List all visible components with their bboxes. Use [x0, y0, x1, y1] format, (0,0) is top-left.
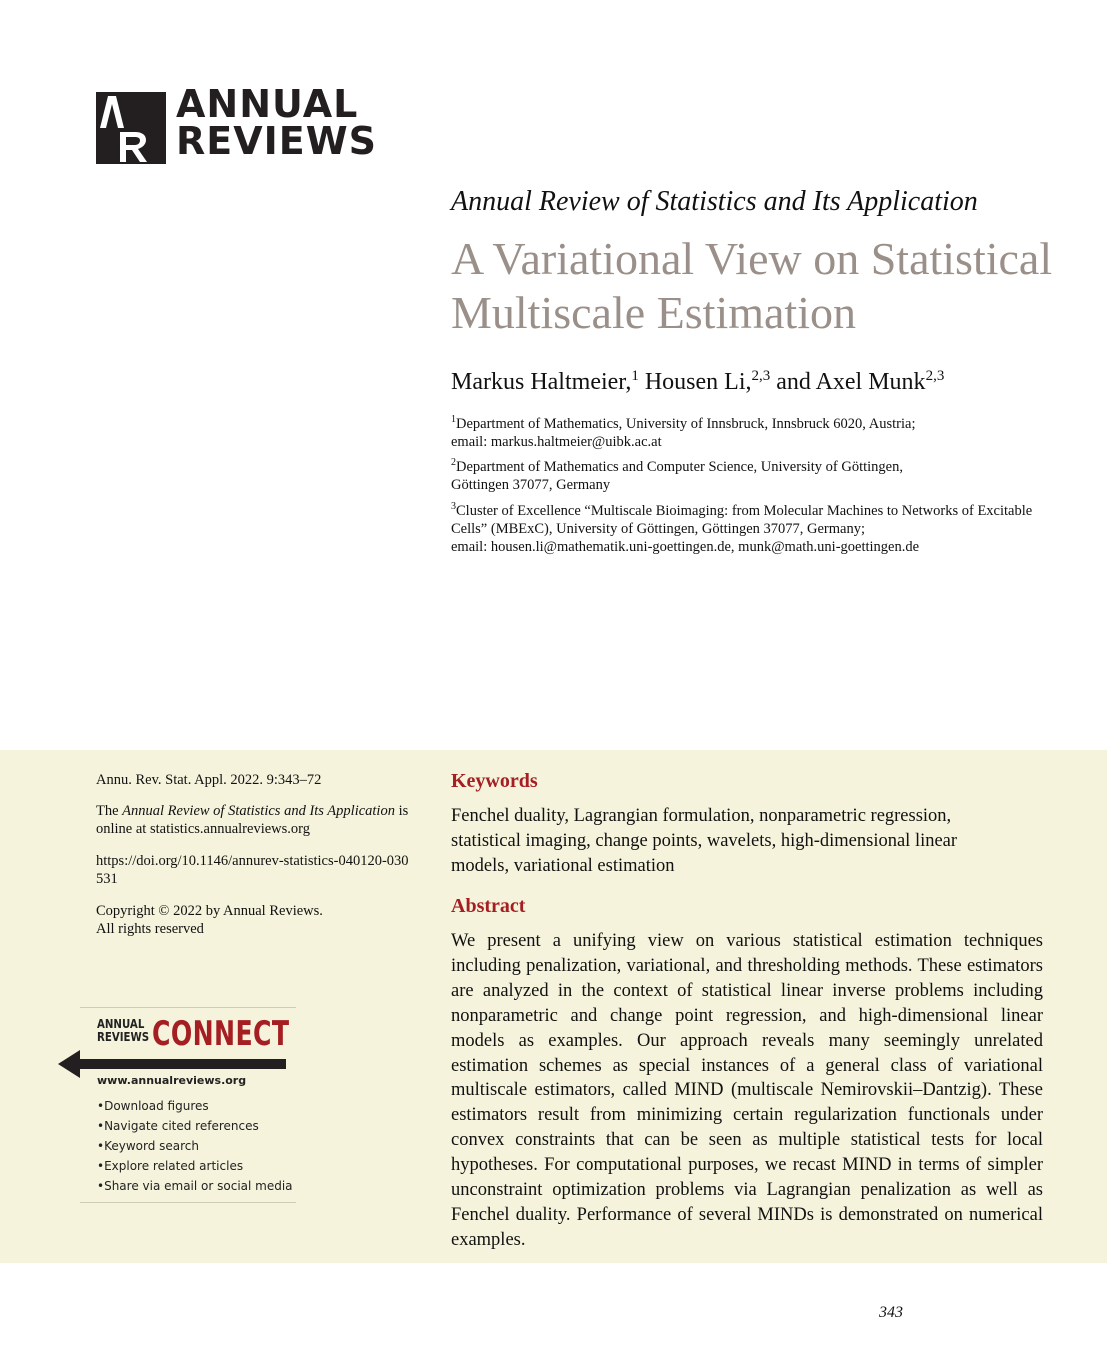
online-availability — [96, 802, 411, 838]
online-suffix: is online at statistics.annualreviews.org — [96, 803, 409, 837]
copyright — [96, 902, 426, 938]
doi-link[interactable]: https://doi.org/10.1146/annurev-statistics-040120-030531 — [96, 853, 409, 887]
list-item: • Download figures — [97, 1096, 293, 1116]
journal-name: Annual Review of Statistics and Its Application — [451, 186, 978, 217]
affil-email: email: housen.li@mathematik.uni-goettingen.de, munk@math.uni-goettingen.de — [451, 538, 920, 555]
logo-line-annual: ANNUAL — [176, 82, 359, 126]
connect-feature-list — [97, 1096, 293, 1196]
list-item: • Share via email or social media — [97, 1176, 293, 1196]
annual-reviews-connect — [80, 1007, 296, 1203]
affil-text: Department of Mathematics and Computer Science, University of Göttingen, — [456, 458, 903, 475]
connect-wordmark: CONNECT — [152, 1014, 290, 1054]
copyright-line: Copyright © 2022 by Annual Reviews. — [96, 903, 323, 919]
affil-email: email: markus.haltmeier@uibk.ac.at — [451, 433, 662, 450]
rights-line: All rights reserved — [96, 921, 204, 937]
page-number: 343 — [879, 1304, 903, 1321]
author-affil-mark: 2,3 — [751, 368, 771, 384]
keywords-heading: Keywords — [451, 770, 538, 792]
list-item: • Keyword search — [97, 1136, 293, 1156]
connect-label-annual-reviews — [97, 1018, 149, 1044]
article-title: A Variational View on Statistical Multiscale Estimation — [451, 233, 1053, 338]
affil-number: 3 — [451, 501, 456, 512]
affil-text: Cluster of Excellence “Multiscale Bioimaging: from Molecular Machines to Networks of Excitable Cells” (MBExC), University of Göttingen, Göttingen 37077, Germany; — [451, 502, 1033, 537]
keywords-text: Fenchel duality, Lagrangian formulation, nonparametric regression, statistical imaging, change points, wavelets, high-dimensional linear models, variational estimation — [451, 806, 958, 876]
online-prefix: The — [96, 803, 119, 819]
online-journal-name: Annual Review of Statistics and Its Application — [122, 803, 395, 819]
abstract-text: We present a unifying view on various statistical estimation techniques including penalization, variational, and thresholding methods. These estimators are analyzed in the context of statistical linear inverse problems including nonparametric and change point regression, and high-dimensional linear models as examples. Our approach reveals many seemingly unrelated estimation schemes as special instances of a general class of variational multiscale estimators, called MIND (multiscale Nemirovskii–Dantzig). These estimators result from minimizing certain regularization functionals under convex constraints that can be seen as multiple statistical tests for local hypotheses. For computational purposes, we recast MIND in terms of simpler unconstraint optimization problems via Lagrangian penalization as well as Fenchel duality. Performance of several MINDs is demonstrated on numerical examples. — [451, 931, 1043, 1250]
annual-reviews-logo — [96, 82, 378, 164]
author-affil-mark: 1 — [631, 368, 639, 384]
citation: Annu. Rev. Stat. Appl. 2022. 9:343–72 — [96, 772, 322, 788]
connect-annual: ANNUAL — [97, 1017, 145, 1031]
connect-reviews: REVIEWS — [97, 1030, 150, 1044]
author-affil-mark: 2,3 — [925, 368, 945, 384]
affil-text: Department of Mathematics, University of Innsbruck, Innsbruck 6020, Austria; — [456, 415, 916, 432]
list-item: • Navigate cited references — [97, 1116, 293, 1136]
list-item: • Explore related articles — [97, 1156, 293, 1176]
author-list — [451, 368, 944, 396]
affiliation-3 — [451, 498, 1041, 556]
affil-text-line2: Göttingen 37077, Germany — [451, 476, 611, 493]
affiliation-2 — [451, 454, 1041, 494]
author-name: Markus Haltmeier, — [451, 369, 632, 395]
author-name: Housen Li, — [644, 369, 752, 395]
affiliation-1 — [451, 411, 1041, 451]
ar-logo-icon — [96, 92, 166, 164]
logo-wordmark — [176, 82, 378, 163]
abstract-heading: Abstract — [451, 895, 526, 917]
connect-url[interactable]: www.annualreviews.org — [97, 1074, 247, 1087]
author-name: and Axel Munk — [776, 369, 926, 395]
logo-line-reviews: REVIEWS — [176, 119, 378, 163]
affil-number: 2 — [451, 457, 456, 468]
affil-number: 1 — [451, 414, 456, 425]
